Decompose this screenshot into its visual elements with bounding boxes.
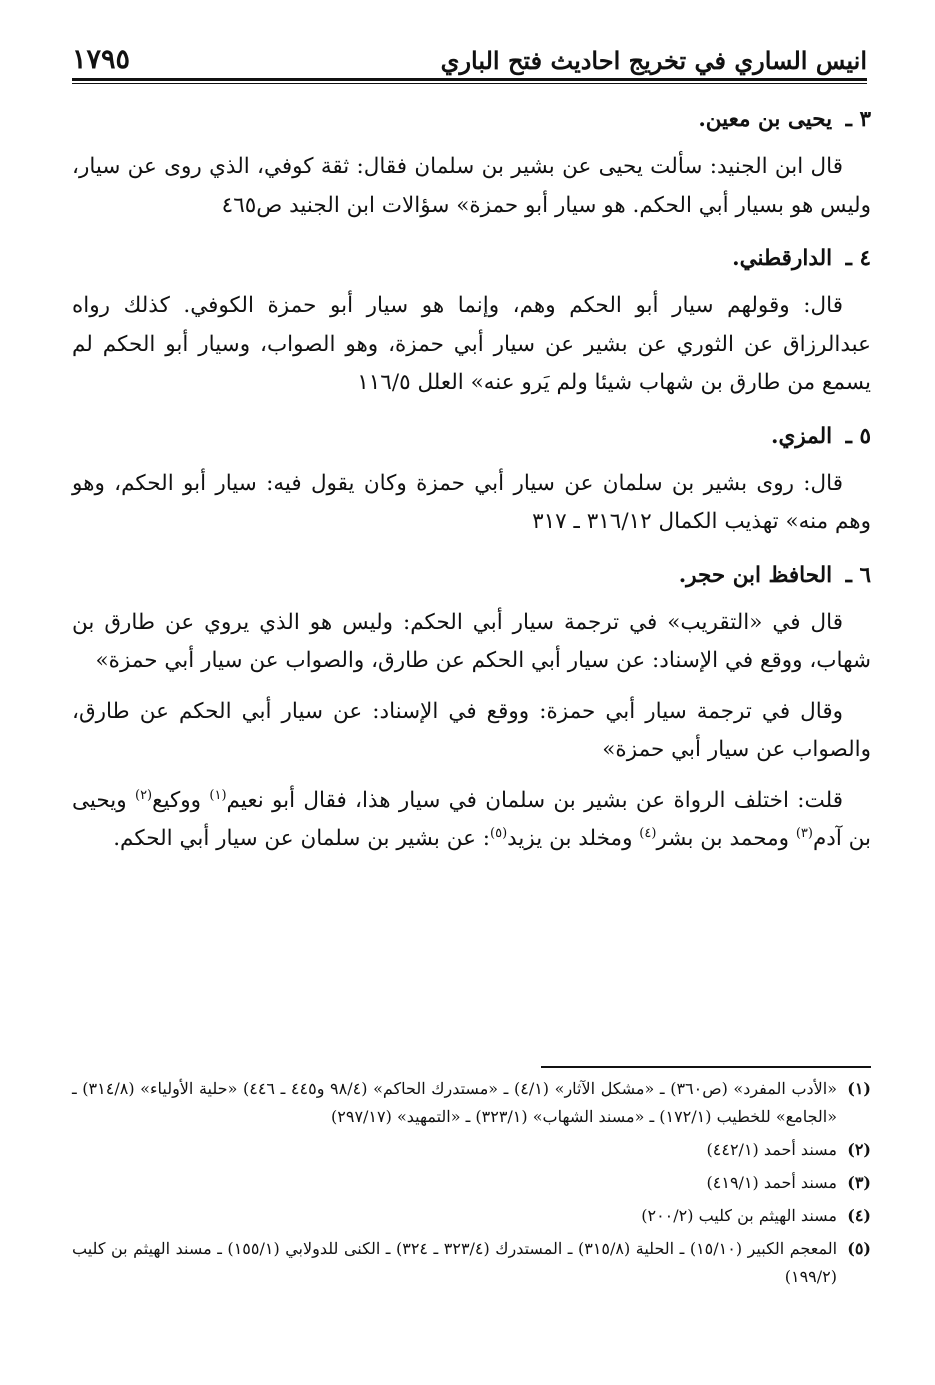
section-number: ٥ ـ <box>845 423 871 449</box>
footnotes <box>72 1075 871 1296</box>
footnote <box>72 1169 871 1197</box>
footnote-ref: (٥) <box>490 825 508 841</box>
paragraph: وقال في ترجمة سيار أبي حمزة: ووقع في الإسناد: عن سيار أبي الحكم عن طارق، والصواب عن سيار أبي حمزة» <box>72 698 871 762</box>
paragraph: قال ابن الجنيد: سألت يحيى عن بشير بن سلمان فقال: ثقة كوفي، الذي روى عن سيار، وليس هو بسيار أبي الحكم. هو سيار أبو حمزة» سؤالات ابن الجنيد ص٤٦٥ <box>72 154 871 218</box>
footnote-text: مسند الهيثم بن كليب (٢٠٠/٢) <box>641 1206 837 1225</box>
page-header <box>72 30 867 76</box>
footnote <box>72 1235 871 1291</box>
section-title: الدارقطني. <box>732 246 833 271</box>
paragraph: قال في «التقريب» في ترجمة سيار أبي الحكم: وليس هو الذي يروي عن طارق بن شهاب، ووقع في الإسناد: عن سيار أبي الحكم عن طارق، والصواب عن سيار أبي حمزة» <box>72 609 871 673</box>
section-number: ٦ ـ <box>845 562 871 588</box>
closing-paragraph: قلت: اختلف الرواة عن بشير بن سلمان في سيار هذا، فقال أبو نعيم$^{(١)}$ ووكيع$^{(٢)}$ ويحيى بن آدم$^{(٣)}$ ومحمد بن بشر$^{(٤)}$ ومخلد بن يزيد$^{(٥)}$: عن بشير بن سلمان عن سيار أبي الحكم. <box>72 787 871 851</box>
section-title: الحافظ ابن حجر. <box>678 562 833 588</box>
paragraph: قال: وقولهم سيار أبو الحكم وهم، وإنما هو سيار أبو حمزة الكوفي. كذلك رواه عبدالرزاق عن الثوري عن بشير عن سيار أبي حمزة، وهو الصواب، وسيار أبو الحكم لم يسمع من طارق بن شهاب شيئا ولم يَرو عنه» العلل ١١٦/٥ <box>72 293 871 395</box>
section-number: ٤ ـ <box>845 246 871 271</box>
footnote <box>72 1075 871 1131</box>
header-rule <box>72 78 867 84</box>
footnote-text: «الأدب المفرد» (ص٣٦٠) ـ «مشكل الآثار» (٤/١) ـ «مستدرك الحاكم» (٩٨/٤ و٤٤٥ ـ ٤٤٦) «حلية الأولياء» (٣١٤/٨) ـ «الجامع» للخطيب (١٧٢/١) ـ «مسند الشهاب» (٣٢٣/١) ـ «التمهيد» (٢٩٧/١٧) <box>72 1079 837 1126</box>
footnote-ref: (٣) <box>795 825 813 841</box>
section-heading <box>72 98 871 142</box>
footnote <box>72 1202 871 1230</box>
section-title: يحيى بن معين. <box>698 107 833 132</box>
footnote-separator <box>541 1066 871 1068</box>
footnote-number: (٥) <box>847 1239 871 1258</box>
footnote-number: (٢) <box>847 1140 871 1159</box>
footnote-number: (٣) <box>847 1173 871 1192</box>
section-title: المزي. <box>771 423 833 449</box>
footnote-ref: (٤) <box>639 825 657 841</box>
footnote-text: المعجم الكبير (١٥/١٠) ـ الحلية (٣١٥/٨) ـ المستدرك (٣٢٣/٤ ـ ٣٢٤) ـ الكنى للدولابي (١٥٥/١) ـ مسند الهيثم بن كليب (١٩٩/٢) <box>72 1239 838 1286</box>
footnote <box>72 1136 871 1164</box>
footnote-number: (٤) <box>847 1206 871 1225</box>
running-title: انيس الساري في تخريج احاديث فتح الباري <box>440 46 867 76</box>
section-number: ٣ ـ <box>845 107 871 132</box>
section-heading <box>72 237 871 281</box>
section-heading <box>72 415 871 459</box>
footnote-text: مسند أحمد (٤٤٢/١) <box>706 1140 837 1159</box>
page-number: ١٧٩٥ <box>72 43 131 75</box>
main-text <box>72 98 871 871</box>
section-heading <box>72 554 871 598</box>
footnote-ref: (١) <box>209 787 227 803</box>
footnote-ref: (٢) <box>134 787 153 803</box>
footnote-number: (١) <box>847 1079 871 1098</box>
paragraph: قال: روى بشير بن سلمان عن سيار أبي حمزة وكان يقول فيه: سيار أبو الحكم، وهو وهم منه» تهذيب الكمال ٣١٦/١٢ ـ ٣١٧ <box>72 470 871 534</box>
footnote-text: مسند أحمد (٤١٩/١) <box>706 1173 837 1192</box>
